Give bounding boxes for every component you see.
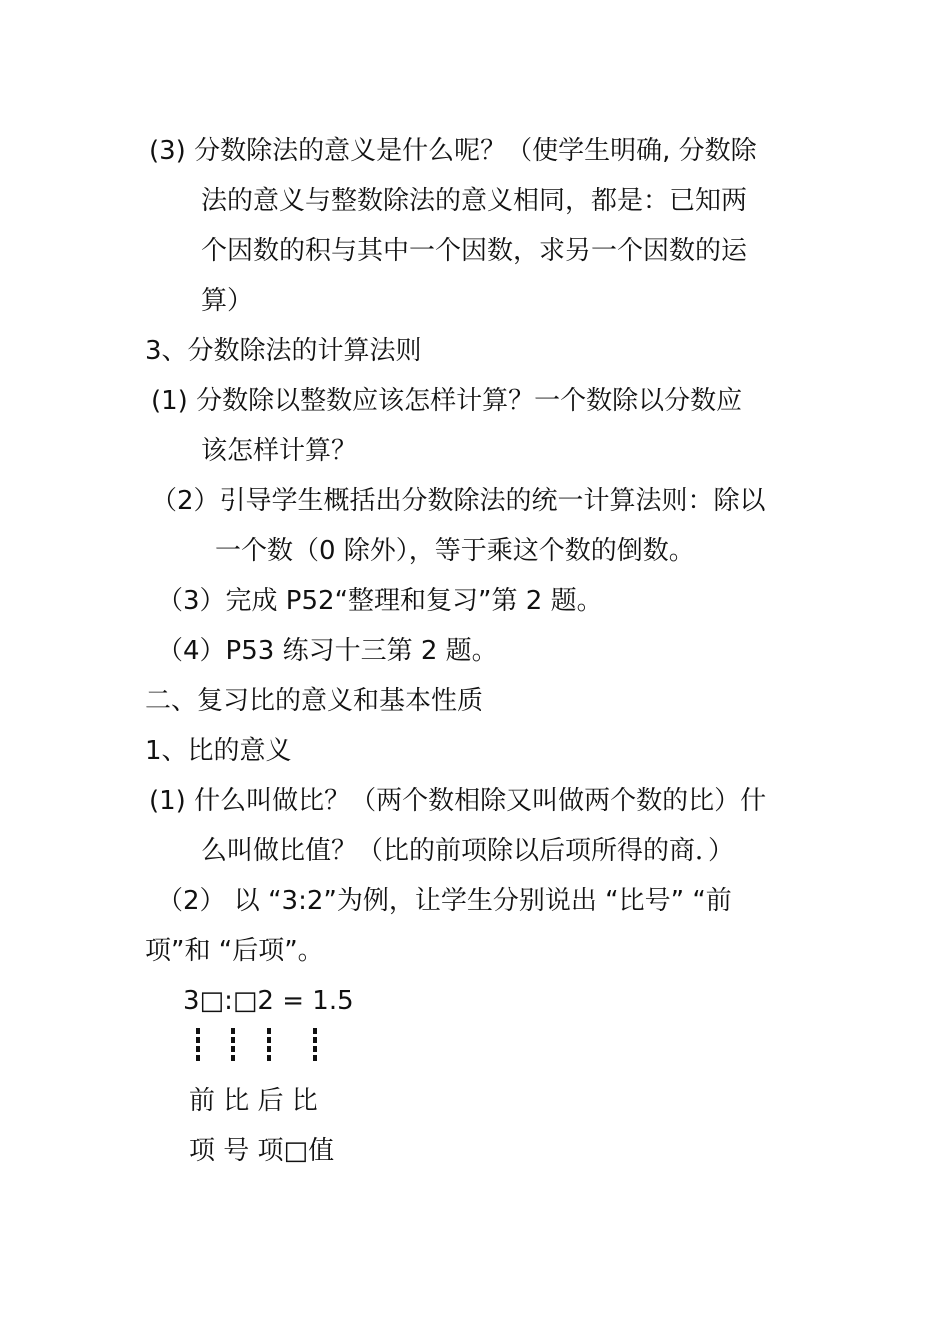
- section-heading: 3、分数除法的计算法则: [145, 336, 422, 366]
- section-heading: 1、比的意义: [145, 736, 292, 766]
- text-line: (1) 分数除以整数应该怎样计算？一个数除以分数应: [151, 386, 743, 416]
- text-line: （2） 以 “3:2”为例，让学生分别说出 “比号” “前: [157, 886, 732, 916]
- text-line: 一个数（0 除外），等于乘这个数的倒数。: [215, 536, 695, 566]
- text-line: (1) 什么叫做比？（两个数相除又叫做两个数的比）什: [149, 786, 767, 816]
- text-line: 法的意义与整数除法的意义相同，都是：已知两: [201, 186, 748, 216]
- text-line: 算）: [201, 286, 254, 316]
- text-line: 么叫做比值？（比的前项除以后项所得的商．）: [201, 836, 735, 866]
- text-line: （3）完成 P52“整理和复习”第 2 题。: [157, 586, 603, 616]
- text-line: (3) 分数除法的意义是什么呢？（使学生明确, 分数除: [149, 136, 757, 166]
- ratio-labels-row: 项 号 项□值: [189, 1136, 335, 1166]
- ratio-labels-row: 前 比 后 比: [189, 1086, 318, 1116]
- text-line: 个因数的积与其中一个因数，求另一个因数的运: [201, 236, 748, 266]
- text-line: （2）引导学生概括出分数除法的统一计算法则：除以: [151, 486, 766, 516]
- ratio-pointer-lines: [183, 1028, 343, 1064]
- ratio-expression: 3□:□2 = 1.5: [183, 986, 354, 1016]
- text-line: （4）P53 练习十三第 2 题。: [157, 636, 498, 666]
- text-line: 项”和 “后项”。: [145, 936, 324, 966]
- text-line: 该怎样计算？: [201, 436, 358, 466]
- section-heading: 二、复习比的意义和基本性质: [145, 686, 484, 716]
